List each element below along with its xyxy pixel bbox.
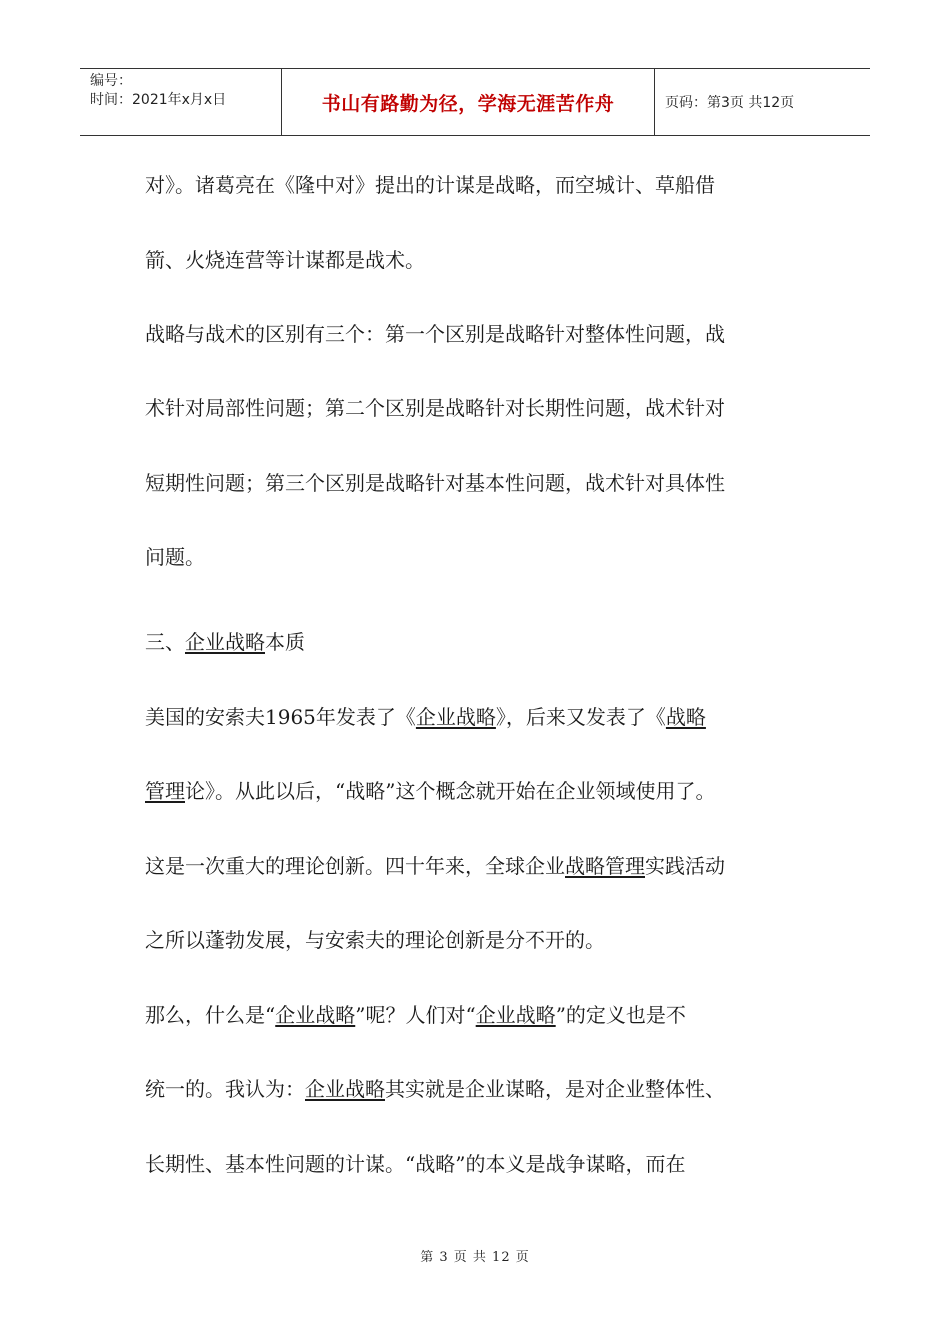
- doc-date-label: 时间：2021年x月x日: [90, 92, 227, 108]
- text-line: 箭、火烧连营等计谋都是战术。: [145, 248, 425, 272]
- text-line: 对》。诸葛亮在《隆中对》提出的计谋是战略，而空城计、草船借: [145, 173, 715, 197]
- page-footer: 第 3 页 共 12 页: [420, 1250, 530, 1265]
- link-enterprise-strategy[interactable]: 企业战略: [275, 1003, 356, 1027]
- link-strategic-management[interactable]: 战略管理: [565, 854, 645, 878]
- text-line: 短期性问题；第三个区别是战略针对基本性问题，战术针对具体性: [145, 471, 725, 495]
- heading-text: 本质: [265, 630, 305, 654]
- text-line: 统一的。我认为：企业战略其实就是企业谋略，是对企业整体性、: [145, 1077, 725, 1101]
- page-header: [80, 68, 870, 136]
- text-line: 战略与战术的区别有三个：第一个区别是战略针对整体性问题，战: [145, 322, 725, 346]
- section-heading: [145, 627, 305, 657]
- link-enterprise-strategy[interactable]: 企业战略: [185, 630, 265, 654]
- link-strategy[interactable]: 战略: [665, 705, 706, 729]
- doc-number-label: 编号：: [90, 73, 132, 89]
- link-enterprise-strategy[interactable]: 企业战略: [415, 705, 496, 729]
- header-meta: [80, 69, 282, 135]
- text-line: 之所以蓬勃发展，与安索夫的理论创新是分不开的。: [145, 928, 605, 952]
- text-line: 那么，什么是“企业战略”呢？人们对“企业战略”的定义也是不: [145, 1003, 686, 1027]
- text-line: 美国的安索夫1965年发表了《企业战略》，后来又发表了《战略: [145, 705, 706, 729]
- header-page-info: 页码：第3页 共12页: [665, 95, 795, 111]
- link-enterprise-strategy[interactable]: 企业战略: [305, 1077, 385, 1101]
- link-management[interactable]: 管理: [145, 779, 185, 803]
- text-line: 这是一次重大的理论创新。四十年来，全球企业战略管理实践活动: [145, 854, 725, 878]
- header-motto: 书山有路勤为径，学海无涯苦作舟: [282, 69, 655, 135]
- link-enterprise-strategy[interactable]: 企业战略: [475, 1003, 556, 1027]
- heading-number: 三、: [145, 630, 185, 654]
- text-line: 长期性、基本性问题的计谋。“战略”的本义是战争谋略，而在: [145, 1152, 686, 1176]
- text-line: 术针对局部性问题；第二个区别是战略针对长期性问题，战术针对: [145, 396, 725, 420]
- text-line: 管理论》。从此以后，“战略”这个概念就开始在企业领域使用了。: [145, 779, 716, 803]
- text-line: 问题。: [145, 545, 205, 569]
